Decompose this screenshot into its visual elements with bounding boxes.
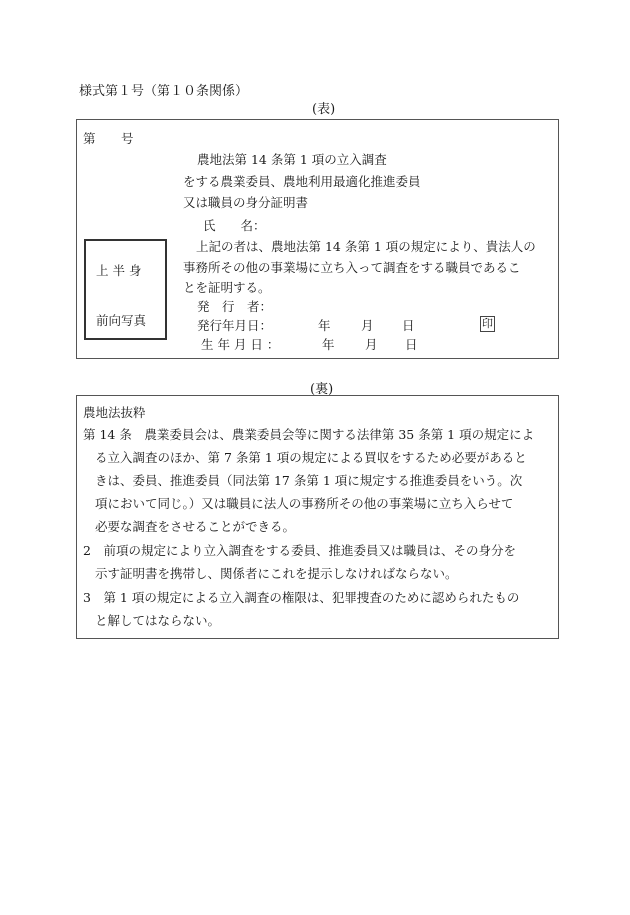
- article14-line5: 必要な調査をさせることができる。: [95, 519, 296, 534]
- photo-label-line1: 上 半 身: [96, 263, 142, 278]
- birth-month: 月: [365, 337, 378, 352]
- certification-line2: 事務所その他の事業場に立ち入って調査をする職員であるこ: [183, 260, 521, 275]
- paragraph3-line2: と解してはならない。: [95, 613, 221, 628]
- seal-mark: 印: [482, 317, 493, 330]
- back-heading: (裏): [310, 382, 334, 397]
- number-prefix: 第: [83, 131, 96, 146]
- article14-line4: 項において同じ。）又は職員に法人の事務所その他の事業場に立ち入らせて: [95, 496, 514, 511]
- certification-line1: 上記の者は、農地法第 14 条第 1 項の規定により、貴法人の: [196, 239, 536, 254]
- birth-date-label: 生 年 月 日 ：: [201, 337, 280, 352]
- article14-line3: きは、委員、推進委員（同法第 17 条第 1 項に規定する推進委員をいう。次: [95, 473, 523, 488]
- paragraph3-line1: 3 第 1 項の規定による立入調査の権限は、犯罪捜査のために認められたもの: [83, 590, 520, 605]
- form-label: 様式第１号（第１０条関係）: [79, 84, 249, 99]
- issue-date-label: 発行年月日：: [197, 318, 273, 333]
- number-suffix: 号: [121, 131, 134, 146]
- card-title-line3: 又は職員の身分証明書: [183, 195, 309, 210]
- article14-line1: 第 14 条 農業委員会は、農業委員会等に関する法律第 35 条第 1 項の規定によ: [83, 427, 535, 442]
- issue-year: 年: [318, 318, 331, 333]
- card-title-line1: 農地法第 14 条第 1 項の立入調査: [197, 152, 387, 167]
- photo-label-line2: 前向写真: [96, 313, 147, 328]
- issuer-label: 発 行 者：: [197, 299, 273, 314]
- card-title-line2: をする農業委員、農地利用最適化推進委員: [183, 174, 421, 189]
- name-label: 氏 名：: [203, 218, 266, 233]
- issue-month: 月: [361, 318, 374, 333]
- article14-line2: る立入調査のほか、第 7 条第 1 項の規定による買収をするため必要があると: [95, 450, 527, 465]
- certification-line3: とを証明する。: [183, 280, 271, 295]
- paragraph2-line2: 示す証明書を携帯し、関係者にこれを提示しなければならない。: [95, 566, 458, 581]
- issue-day: 日: [402, 318, 415, 333]
- excerpt-title: 農地法抜粋: [83, 405, 146, 420]
- birth-day: 日: [405, 337, 418, 352]
- paragraph2-line1: 2 前項の規定により立入調査をする委員、推進委員又は職員は、その身分を: [83, 543, 516, 558]
- birth-year: 年: [322, 337, 335, 352]
- front-heading: (表): [312, 102, 336, 117]
